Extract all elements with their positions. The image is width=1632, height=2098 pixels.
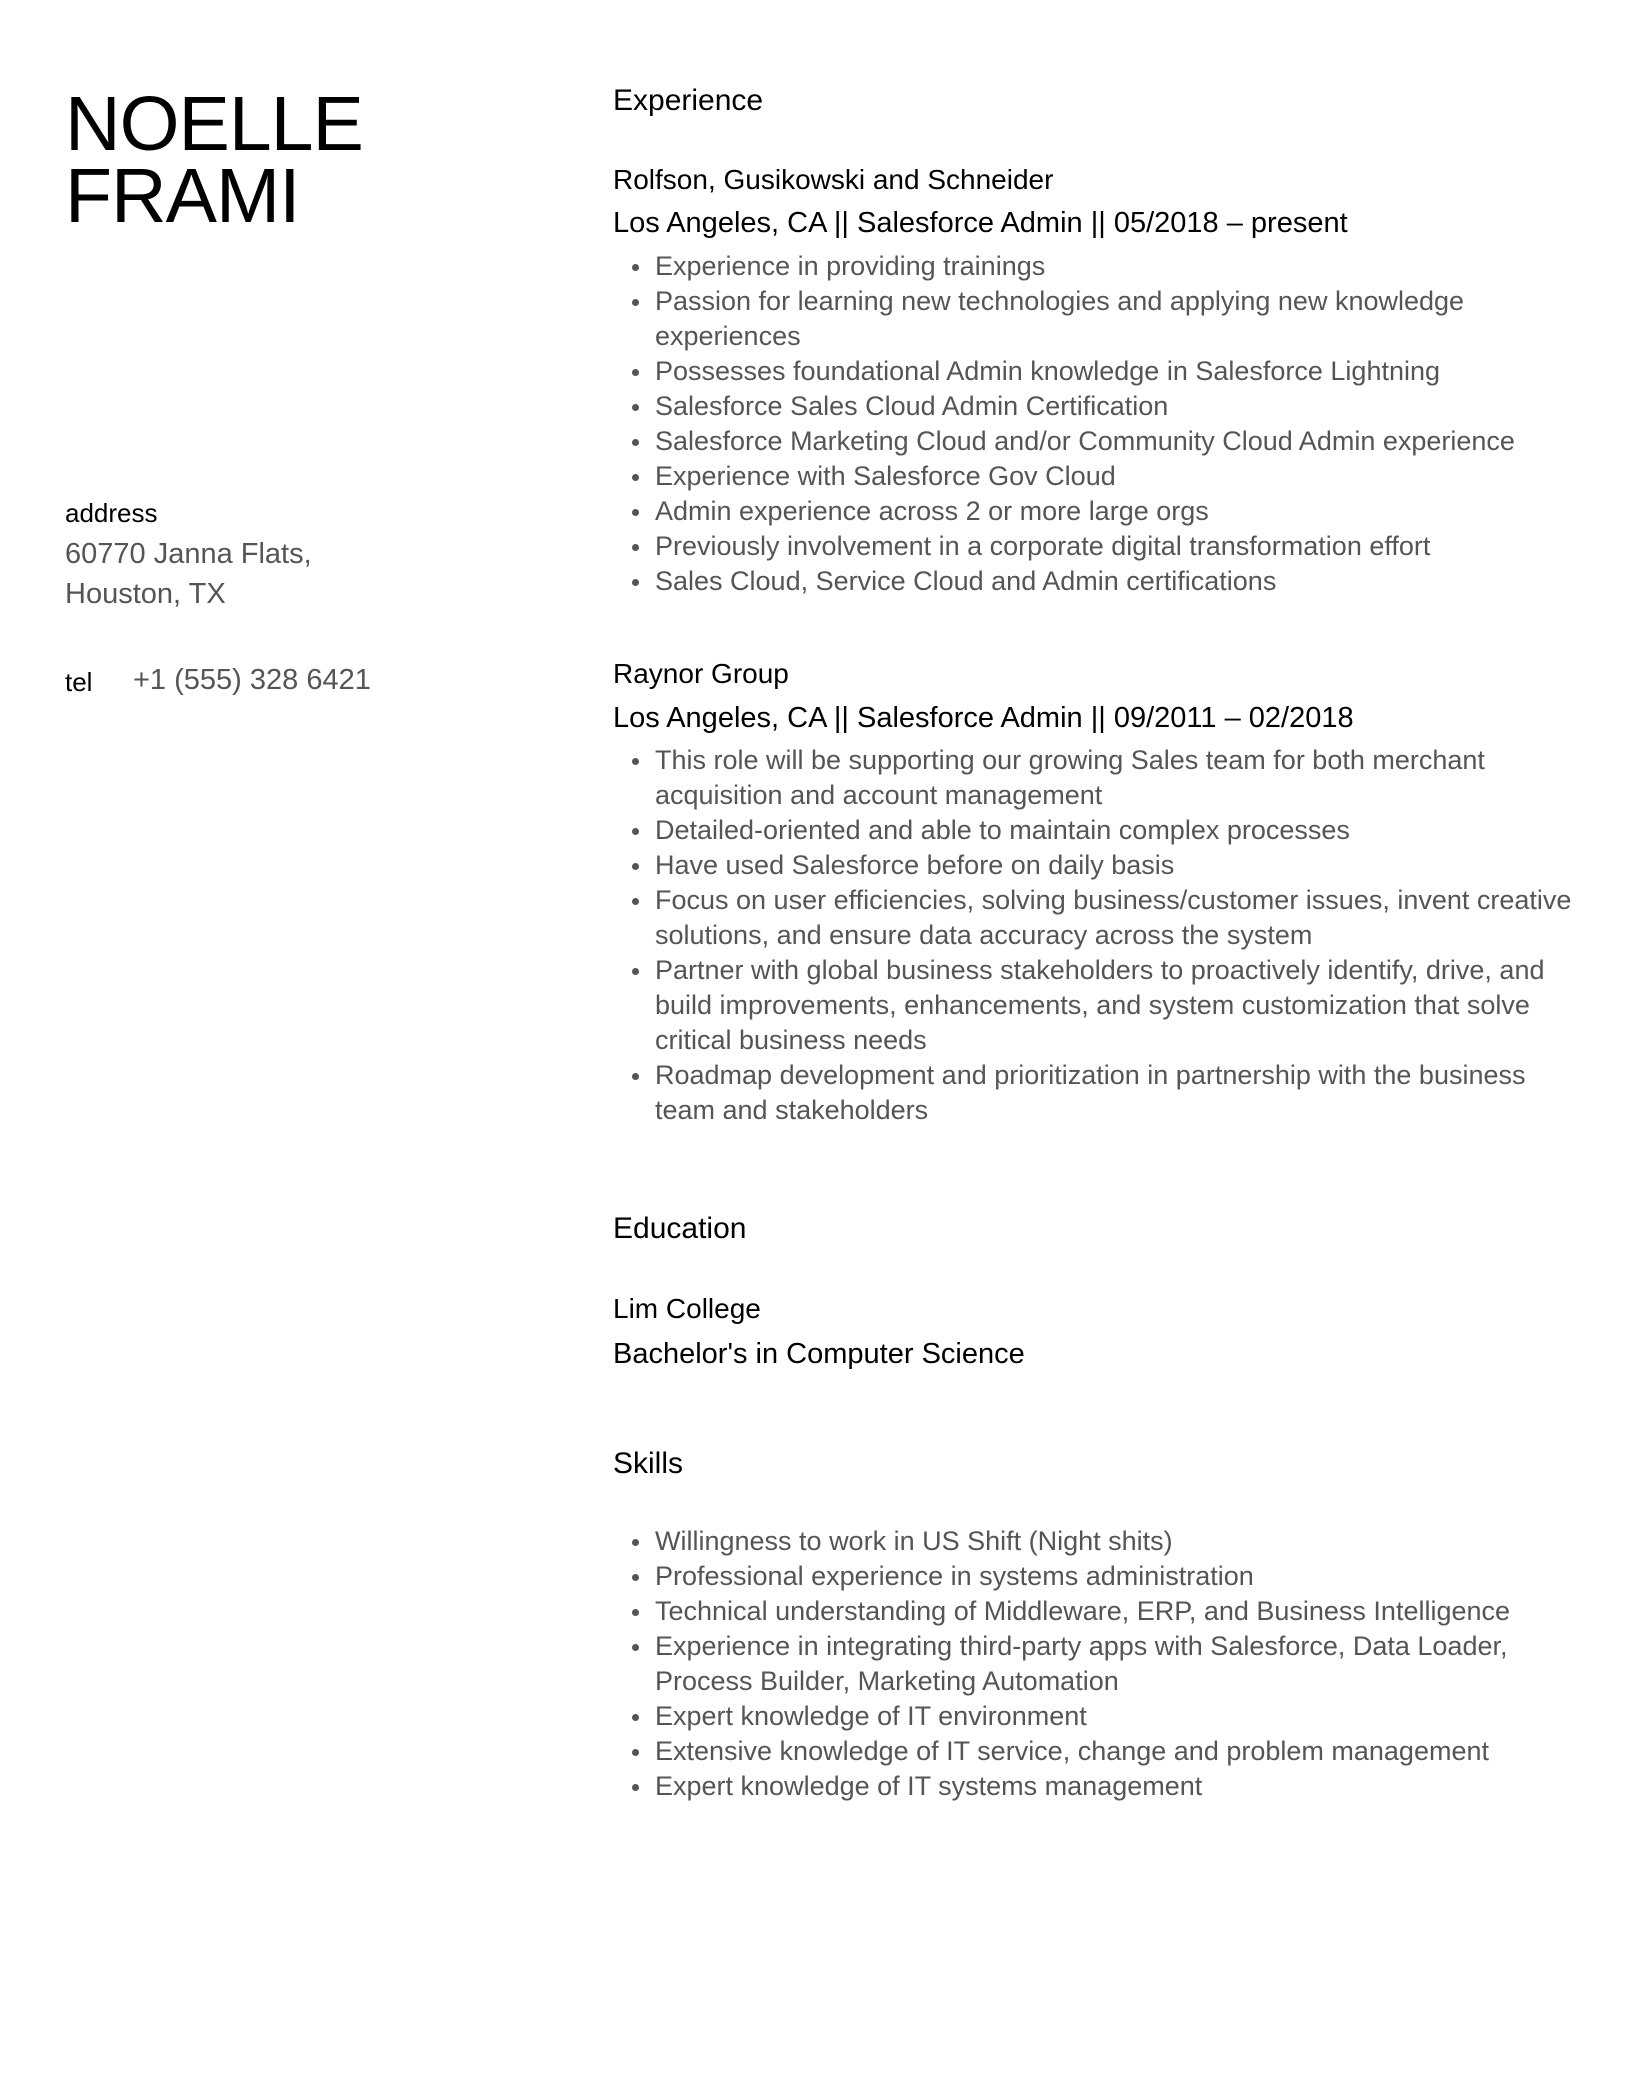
list-item: Admin experience across 2 or more large orgs [613,494,1573,529]
job-1-bullets [613,249,1573,599]
job-1-company: Rolfson, Gusikowski and Schneider [613,164,1054,195]
list-item: Salesforce Marketing Cloud and/or Community Cloud Admin experience [613,424,1573,459]
list-item: Experience with Salesforce Gov Cloud [613,459,1573,494]
list-item: Previously involvement in a corporate digital transformation effort [613,529,1573,564]
education-heading: Education [613,1212,747,1245]
list-item: Salesforce Sales Cloud Admin Certification [613,389,1573,424]
list-item: This role will be supporting our growing Sales team for both merchant acquisition and account management [613,743,1573,813]
list-item: Roadmap development and prioritization in partnership with the business team and stakeholders [613,1058,1573,1128]
list-item: Experience in integrating third-party apps with Salesforce, Data Loader, Process Builder, Marketing Automation [613,1629,1573,1699]
address-value [65,534,312,614]
job-1-meta: Los Angeles, CA || Salesforce Admin || 05/2018 – present [613,207,1348,239]
list-item: Experience in providing trainings [613,249,1573,284]
tel-value: +1 (555) 328 6421 [133,664,371,696]
address-line-1: 60770 Janna Flats, [65,538,312,570]
skills-bullets [613,1524,1573,1804]
experience-heading: Experience [613,84,764,117]
tel-label: tel [65,667,93,697]
list-item: Sales Cloud, Service Cloud and Admin certifications [613,564,1573,599]
first-name: NOELLE [65,81,363,167]
last-name: FRAMI [65,153,300,239]
list-item: Focus on user efficiencies, solving business/customer issues, invent creative solutions, and ensure data accuracy across the system [613,883,1573,953]
list-item: Professional experience in systems administration [613,1559,1573,1594]
address-label: address [65,498,158,528]
job-2-bullets [613,743,1573,1128]
address-line-2: Houston, TX [65,578,226,610]
list-item: Expert knowledge of IT systems management [613,1769,1573,1804]
list-item: Technical understanding of Middleware, ERP, and Business Intelligence [613,1594,1573,1629]
list-item: Have used Salesforce before on daily basis [613,848,1573,883]
education-degree: Bachelor's in Computer Science [613,1338,1025,1370]
skills-heading: Skills [613,1447,684,1480]
list-item: Extensive knowledge of IT service, change and problem management [613,1734,1573,1769]
list-item: Detailed-oriented and able to maintain complex processes [613,813,1573,848]
list-item: Willingness to work in US Shift (Night shits) [613,1524,1573,1559]
list-item: Expert knowledge of IT environment [613,1699,1573,1734]
education-school: Lim College [613,1293,761,1324]
list-item: Passion for learning new technologies and applying new knowledge experiences [613,284,1573,354]
list-item: Possesses foundational Admin knowledge in Salesforce Lightning [613,354,1573,389]
list-item: Partner with global business stakeholders to proactively identify, drive, and build improvements, enhancements, and system customization that solve critical business needs [613,953,1573,1058]
candidate-name [65,81,363,239]
job-2-company: Raynor Group [613,658,789,689]
job-2-meta: Los Angeles, CA || Salesforce Admin || 09/2011 – 02/2018 [613,702,1354,734]
